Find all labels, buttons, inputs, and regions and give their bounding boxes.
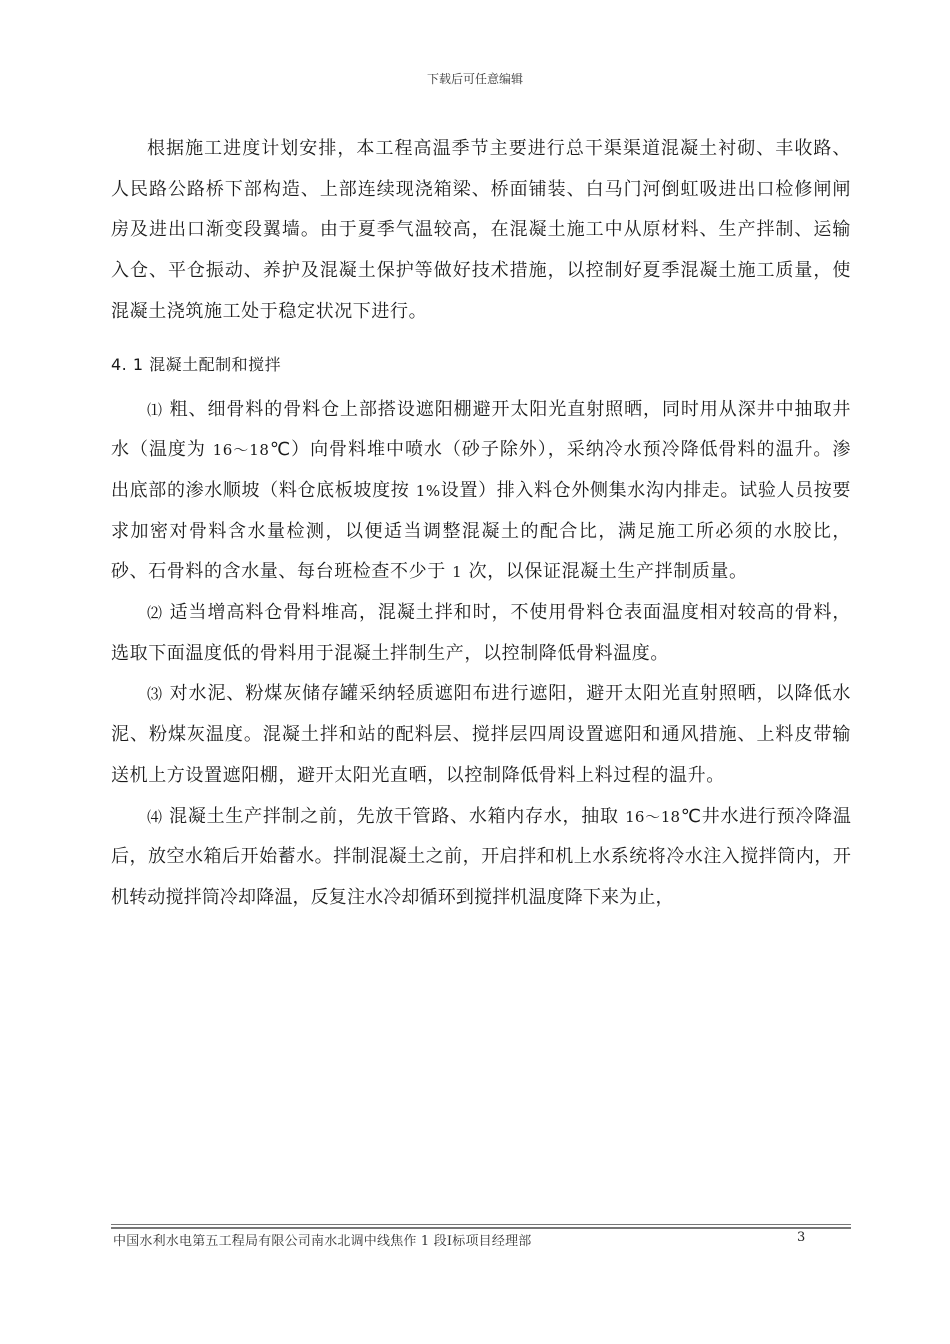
item-2-text: 适当增高料仓骨料堆高，混凝土拌和时，不使用骨料仓表面温度相对较高的骨料，选取下面温度低的骨料用于混凝土拌制生产，以控制降低骨料温度。 (111, 602, 851, 664)
item-1-slope: 1% (415, 481, 441, 500)
item-1-paragraph (111, 390, 851, 594)
item-1-text-a: 粗、细骨料的骨料仓上部搭设遮阳棚避开太阳光直射照晒，同时用从深井中抽取井水（温度为 (111, 398, 851, 461)
footer-company: 中国水利水电第五工程局有限公司南水北调中线焦作 1 段Ⅰ标项目经理部 (113, 1234, 532, 1249)
item-2-marker: ⑵ (147, 604, 163, 623)
item-1-temp-range: 16～18 (212, 441, 270, 460)
item-4-text-a: 混凝土生产拌制之前，先放干管路、水箱内存水，抽取 (162, 805, 626, 827)
item-1-marker: ⑴ (147, 400, 163, 419)
footer-rule-thin (111, 1224, 851, 1225)
item-1-text-c: 设置）排入料仓外侧集水沟内排走。试验人员按要求加密对骨料含水量检测，以便适当调整混凝土的配合比，满足施工所必须的水胶比，砂、石骨料的含水量、每台班检查不少于 (111, 479, 852, 583)
item-1-check-count: 1 (452, 563, 463, 582)
item-3-text: 对水泥、粉煤灰储存罐采纳轻质遮阳布进行遮阳，避开太阳光直射照晒，以降低水泥、粉煤灰温度。混凝土拌和站的配料层、搅拌层四周设置遮阳和通风措施、上料皮带输送机上方设置遮阳棚，避开太阳光直晒，以控制降低骨料上料过程的温升。 (111, 683, 851, 786)
item-1-text-d: 次，以保证混凝土生产拌制质量。 (462, 561, 748, 583)
footer-rule-thick (111, 1227, 851, 1229)
intro-paragraph: 根据施工进度计划安排，本工程高温季节主要进行总干渠渠道混凝土衬砌、丰收路、人民路公路桥下部构造、上部连续现浇箱梁、桥面铺装、白马门河倒虹吸进出口检修闸闸房及进出口渐变段翼墙。由于夏季气温较高，在混凝土施工中从原材料、生产拌制、运输入仓、平仓振动、养护及混凝土保护等做好技术措施，以控制好夏季混凝土施工质量，使混凝土浇筑施工处于稳定状况下进行。 (111, 138, 851, 322)
header-note: 下载后可任意编辑 (426, 72, 523, 86)
item-3-paragraph (111, 674, 851, 796)
item-2-paragraph (111, 593, 851, 674)
item-4-paragraph (111, 797, 851, 919)
document-body (111, 129, 851, 919)
section-heading: 4. 1 混凝土配制和搅拌 (111, 354, 282, 374)
item-1-text-b: ℃）向骨料堆中喷水（砂子除外），采纳冷水预冷降低骨料的温升。渗出底部的渗水顺坡（料仓底板坡度按 (111, 439, 852, 501)
item-4-temp-range: 16～18 (625, 807, 681, 826)
item-3-marker: ⑶ (147, 685, 163, 704)
item-4-marker: ⑷ (147, 807, 163, 826)
page-number: 3 (797, 1230, 806, 1245)
item-4-text-b: ℃井水进行预冷降温后，放空水箱后开始蓄水。拌制混凝土之前，开启拌和机上水系统将冷水注入搅拌筒内，开机转动搅拌筒冷却降温，反复注水冷却循环到搅拌机温度降下来为止， (111, 805, 851, 908)
